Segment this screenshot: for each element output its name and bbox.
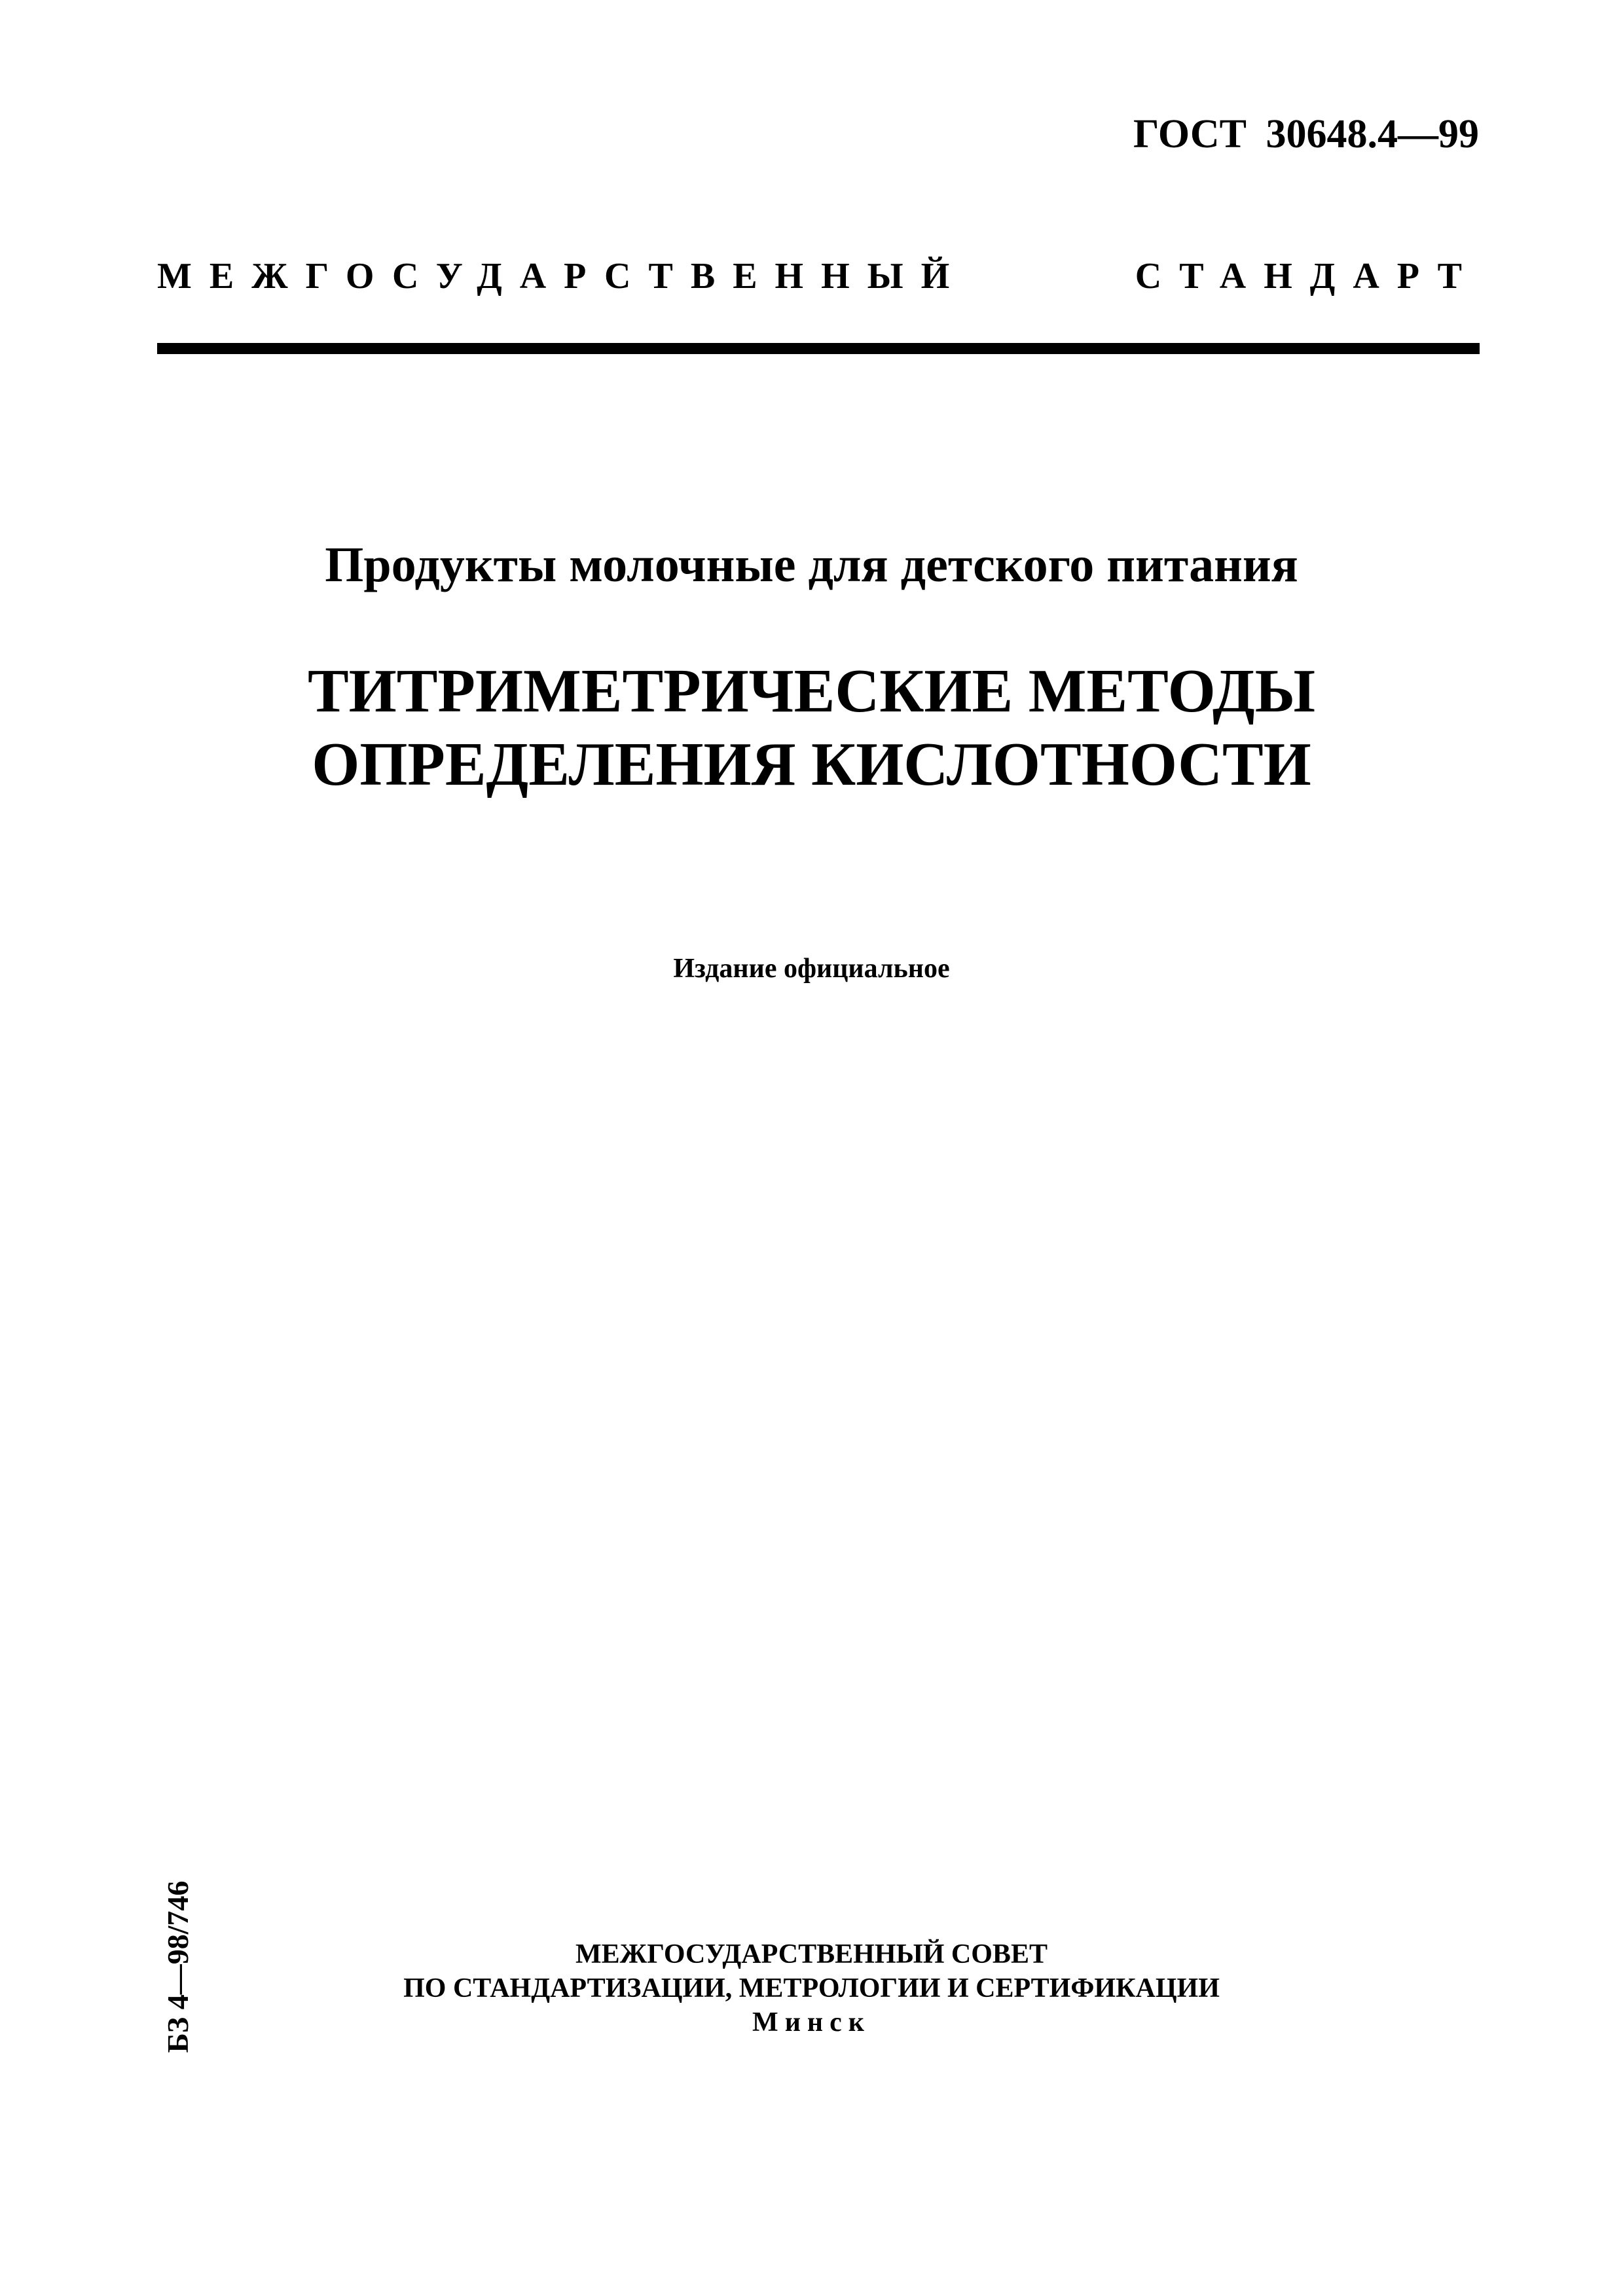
header-word-interstate: МЕЖГОСУДАРСТВЕННЫЙ [157,256,968,296]
title-line-1: ТИТРИМЕТРИЧЕСКИЕ МЕТОДЫ [307,657,1316,725]
standard-type-header [157,255,1480,297]
title-line-2: ОПРЕДЕЛЕНИЯ КИСЛОТНОСТИ [312,730,1311,798]
edition-note: Издание официальное [673,954,950,984]
header-word-standard: СТАНДАРТ [1135,256,1480,296]
header-rule [157,343,1480,354]
document-subtitle: Продукты молочные для детского питания [325,537,1298,592]
document-title [0,655,1623,801]
side-catalog-code: БЗ 4—98/746 [161,1880,194,2053]
publisher-line-1: МЕЖГОСУДАРСТВЕННЫЙ СОВЕТ [575,1939,1048,1969]
standard-number: ГОСТ 30648.4—99 [1133,112,1479,156]
publisher-line-2: ПО СТАНДАРТИЗАЦИИ, МЕТРОЛОГИИ И СЕРТИФИКАЦИИ [403,1973,1220,2003]
publisher-block [0,1937,1623,2039]
publisher-city: Минск [752,2007,871,2037]
